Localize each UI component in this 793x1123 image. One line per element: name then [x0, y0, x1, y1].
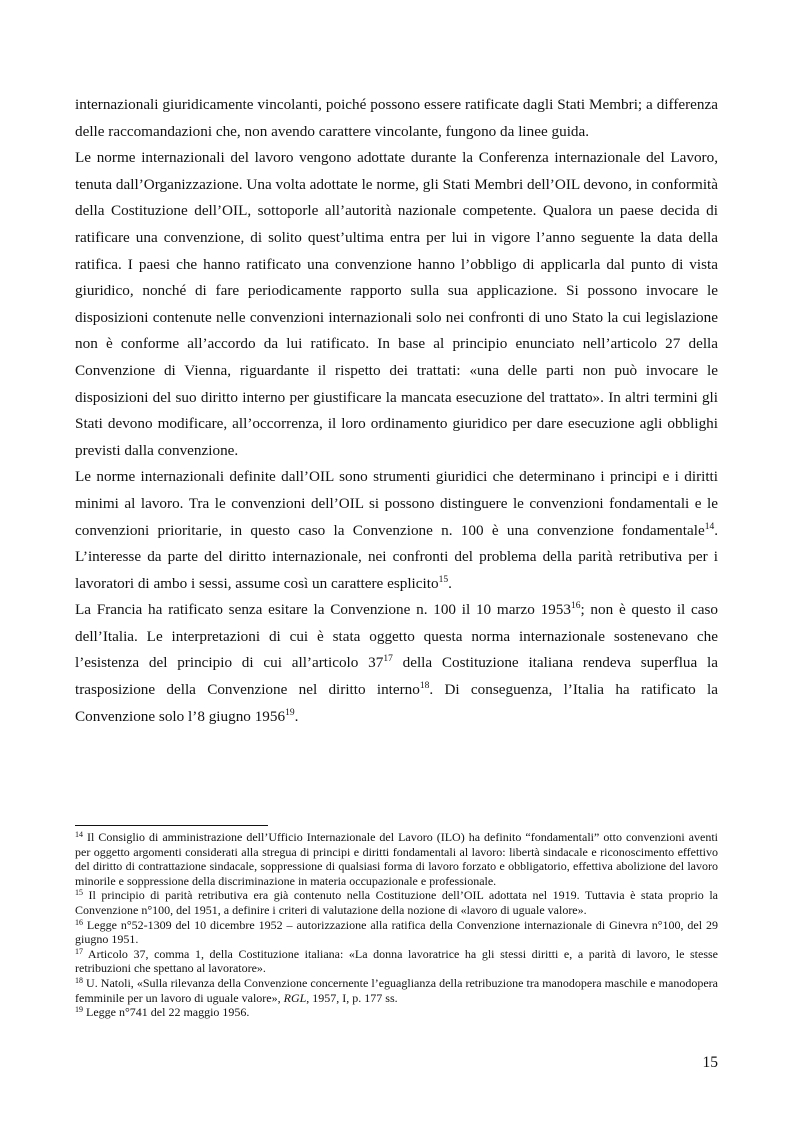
footnote-17: $^{17}$ Articolo 37, comma 1, della Costituzione italiana: «La donna lavoratrice ha gli stessi diritti e, a parità di lavoro, le stesse retribuzioni che spettano al lavoratore».	[75, 946, 718, 976]
paragraph-4: La Francia ha ratificato senza esitare la Convenzione n. 100 il 10 marzo 1953$^{16}$; non è questo il caso dell’Italia. Le interpretazioni di cui è stata oggetto questa norma internazionale sostenevano che l’esistenza del principio di cui all’articolo $37^{17}$ della Costituzione italiana rendeva superflua la trasposizione della Convenzione nel diritto interno$^{18}$. Di conseguenza, l’Italia ha ratificato la Convenzione solo l’8 giugno 1956$^{19}$.	[75, 601, 718, 725]
paragraph-3: Le norme internazionali definite dall’OIL sono strumenti giuridici che determinano i principi e i diritti minimi al lavoro. Tra le convenzioni dell’OIL si possono distinguere le convenzioni fondamentali e le convenzioni prioritarie, in questo caso la Convenzione n. 100 è una convenzione fondamentale$^{14}$. L’interesse da parte del diritto internazionale, nei confronti del problema della parità retributiva per i lavoratori di ambo i sessi, assume così un carattere esplicito$^{15}$.	[75, 468, 718, 592]
page-number: 15	[702, 1054, 718, 1071]
footnote-18: $^{18}$ U. Natoli, «Sulla rilevanza della Convenzione concernente l’eguaglianza della retribuzione tra manodopera maschile e manodopera femminile per un lavoro di uguale valore», RGL, 1957, I, p. 177 ss.	[75, 975, 718, 1005]
footnote-16: $^{16}$ Legge n°52-1309 del 10 dicembre 1952 – autorizzazione alla ratifica della Convenzione internazionale di Ginevra n°100, del 29 giugno 1951.	[75, 917, 718, 947]
body-text	[75, 92, 718, 730]
footnote-ref-14[interactable]: 14	[704, 521, 715, 532]
paragraph-1: internazionali giuridicamente vincolanti, poiché possono essere ratificate dagli Stati Membri; a differenza delle raccomandazioni che, non avendo carattere vincolante, fungono da linee guida.	[75, 96, 718, 140]
footnote-ref-17[interactable]: 17	[383, 654, 393, 665]
footnote-ref-19[interactable]: 19	[285, 707, 295, 718]
footnote-14: $^{14}$ Il Consiglio di amministrazione dell’Ufficio Internazionale del Lavoro (ILO) ha definito “fondamentali” otto convenzioni aventi per oggetto argomenti considerati alla stregua di principi e diritti fondamentali al lavoro: libertà sindacale e riconoscimento effettivo del diritto di contrattazione sindacale, soppressione di qualsiasi forma di lavoro forzato e obbligatorio, effettiva abolizione del lavoro minorile e soppressione della discriminazione in materia occupazionale e professionale.	[75, 830, 718, 888]
paragraph-2: Le norme internazionali del lavoro vengono adottate durante la Conferenza internazionale del Lavoro, tenuta dall’Organizzazione. Una volta adottate le norme, gli Stati Membri dell’OIL devono, in conformità della Costituzione dell’OIL, sottoporle all’autorità nazionale competente. Qualora un paese decida di ratificare una convenzione, di solito quest’ultima entra per lui in vigore l’anno seguente la data della ratifica. I paesi che hanno ratificato una convenzione hanno l’obbligo di applicarla dal punto di vista giuridico, nonché di fare periodicamente rapporto sulla sua applicazione. Si possono invocare le disposizioni contenute nelle convenzioni internazionali solo nei confronti di uno Stato la cui legislazione non è conforme all’accordo da lui ratificato. In base al principio enunciato nell’articolo 27 della Convenzione di Vienna, riguardante il rispetto dei trattati: «una delle parti non può invocare le disposizioni del suo diritto interno per giustificare la mancata esecuzione del trattato». In altri termini gli Stati devono modificare, all’occorrenza, il loro ordinamento giuridico per dare esecuzione agli obblighi previsti dalla convenzione.	[75, 149, 718, 459]
footnote-separator	[75, 825, 268, 826]
footnote-19: $^{19}$ Legge n°741 del 22 maggio 1956.	[75, 1005, 250, 1020]
footnote-ref-16[interactable]: 16	[570, 601, 581, 612]
footnote-15: $^{15}$ Il principio di parità retributiva era già contenuto nella Costituzione dell’OIL adottata nel 1919. Tuttavia è stata proprio la Convenzione n°100, del 1951, a definire i criteri di valutazione della nozione di «lavoro di uguale valore».	[75, 888, 718, 917]
footnotes	[75, 830, 718, 1020]
footnote-ref-15[interactable]: 15	[438, 574, 449, 585]
footnote-ref-18[interactable]: 18	[419, 681, 430, 692]
